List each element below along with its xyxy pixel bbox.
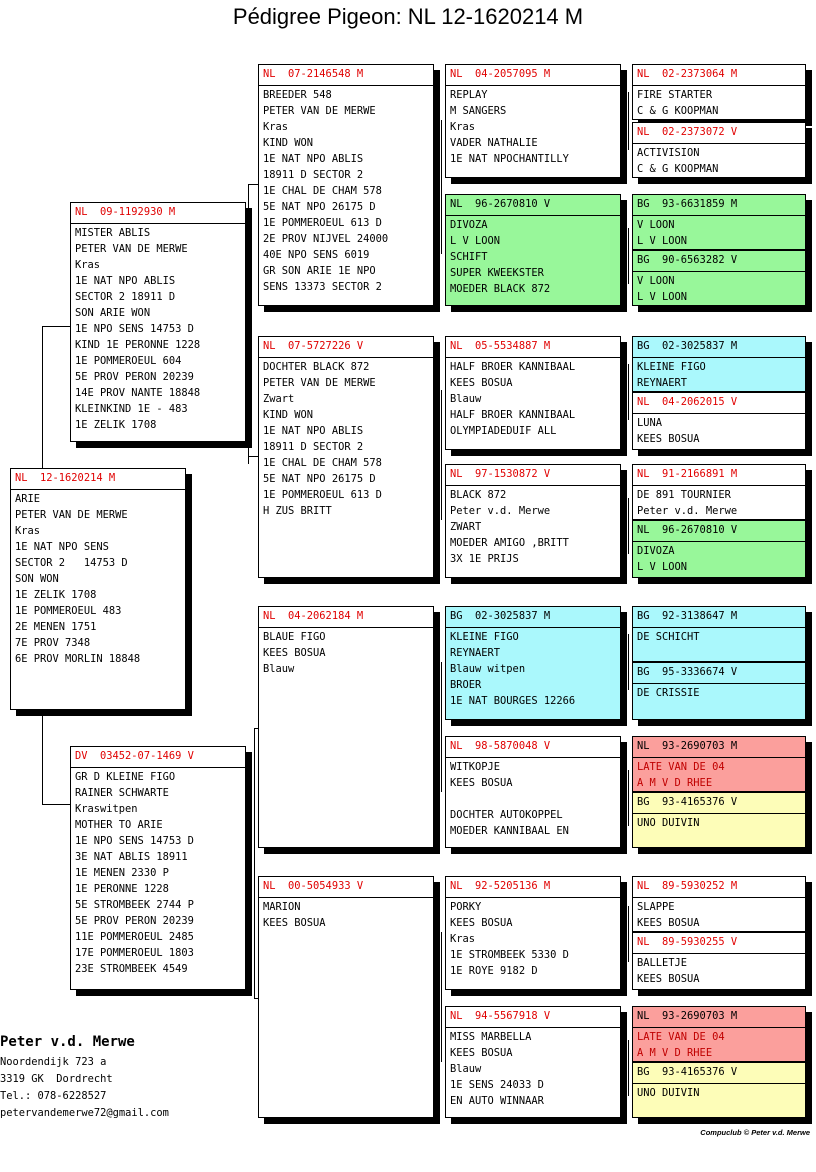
card-line: GR D KLEINE FIGO (75, 771, 176, 783)
card-line: SLAPPE (637, 901, 675, 913)
pigeon-card-ssd[interactable] (445, 194, 621, 306)
pigeon-card-g8[interactable] (632, 520, 806, 578)
owner-phone: Tel.: 078-6228527 (0, 1090, 107, 1102)
connector-line (42, 714, 43, 804)
card-line: SENS 13373 SECTOR 2 (263, 281, 382, 293)
pigeon-card-subject[interactable] (10, 468, 186, 710)
card-line: 5E PROV PERON 20239 (75, 915, 194, 927)
pigeon-card-g9[interactable] (632, 606, 806, 662)
pigeon-card-dd[interactable] (258, 876, 434, 1118)
card-line: SUPER KWEEKSTER (450, 267, 544, 279)
pigeon-card-ss[interactable] (258, 64, 434, 306)
card-line: 3X 1E PRIJS (450, 553, 519, 565)
card-line: DIVOZA (450, 219, 488, 231)
card-line: DOCHTER AUTOKOPPEL (450, 809, 563, 821)
card-line: BLACK 872 (450, 489, 507, 501)
card-line: 1E PERONNE 1228 (75, 883, 169, 895)
ring-number: NL 02-2373072 V (633, 123, 805, 144)
card-line: DE 891 TOURNIER (637, 489, 731, 501)
card-line: 14E PROV NANTE 18848 (75, 387, 201, 399)
card-line: 1E POMMEROEUL 613 D (263, 489, 382, 501)
pigeon-card-g11[interactable] (632, 736, 806, 792)
pigeon-card-g1[interactable] (632, 64, 806, 120)
ring-number: BG 95-3336674 V (633, 663, 805, 684)
connector-line (628, 770, 629, 826)
card-line: V LOON (637, 219, 675, 231)
card-line: 1E SENS 24033 D (450, 1079, 544, 1091)
card-line: SON ARIE WON (75, 307, 151, 319)
card-line: 1E NPO SENS 14753 D (75, 835, 194, 847)
card-line: Kras (450, 121, 476, 133)
card-line: OLYMPIADEDUIF ALL (450, 425, 557, 437)
ring-number: NL 96-2670810 V (446, 195, 620, 216)
card-line: 1E NAT NPO ABLIS (263, 425, 364, 437)
pigeon-card-dds[interactable] (445, 876, 621, 990)
card-line: KEES BOSUA (637, 973, 700, 985)
card-line: MOEDER KANNIBAAL EN (450, 825, 569, 837)
card-line: 5E NAT NPO 26175 D (263, 201, 376, 213)
card-line: 18911 D SECTOR 2 (263, 441, 364, 453)
owner-block (0, 1034, 169, 1124)
card-line: REPLAY (450, 89, 488, 101)
card-line: HALF BROER KANNIBAAL (450, 409, 576, 421)
connector-line (248, 184, 249, 464)
card-line: MARION (263, 901, 301, 913)
owner-name: Peter v.d. Merwe (0, 1034, 135, 1050)
connector-line (441, 662, 442, 792)
pigeon-card-ddd[interactable] (445, 1006, 621, 1118)
card-line: Blauw witpen (450, 663, 526, 675)
ring-number: BG 93-4165376 V (633, 1063, 805, 1084)
connector-line (441, 390, 442, 520)
ring-number: BG 90-6563282 V (633, 251, 805, 272)
pigeon-card-g16[interactable] (632, 1062, 806, 1118)
card-line: KEES BOSUA (263, 917, 326, 929)
pigeon-card-g2[interactable] (632, 122, 806, 178)
card-line: KLEINE FIGO (450, 631, 519, 643)
card-line: KEES BOSUA (263, 647, 326, 659)
card-line: REYNAERT (450, 647, 501, 659)
ring-number: NL 89-5930252 M (633, 877, 805, 898)
connector-line (628, 1040, 629, 1096)
card-line: Kras (75, 259, 101, 271)
ring-number: NL 04-2062184 M (259, 607, 433, 628)
ring-number: NL 07-2146548 M (259, 65, 433, 86)
ring-number: NL 04-2057095 M (446, 65, 620, 86)
connector-line (628, 364, 629, 420)
card-line: 1E NAT NPO ABLIS (75, 275, 176, 287)
card-line: SON WON (15, 573, 59, 585)
card-line: KIND WON (263, 409, 314, 421)
card-line: 5E PROV PERON 20239 (75, 371, 194, 383)
card-line: KIND WON (263, 137, 314, 149)
card-line: KEES BOSUA (450, 777, 513, 789)
card-line: H ZUS BRITT (263, 505, 332, 517)
card-line: Peter v.d. Merwe (637, 505, 738, 517)
card-line: DOCHTER BLACK 872 (263, 361, 370, 373)
pigeon-card-g4[interactable] (632, 250, 806, 306)
card-line: KLEINE FIGO (637, 361, 706, 373)
card-line: PETER VAN DE MERWE (15, 509, 128, 521)
card-line: KEES BOSUA (450, 917, 513, 929)
card-line: L V LOON (637, 235, 688, 247)
card-line: 1E NPO SENS 14753 D (75, 323, 194, 335)
card-line: PETER VAN DE MERWE (263, 105, 376, 117)
card-line: 2E PROV NIJVEL 24000 (263, 233, 389, 245)
card-line: PORKY (450, 901, 482, 913)
pigeon-card-sd[interactable] (258, 336, 434, 578)
card-line: VADER NATHALIE (450, 137, 538, 149)
connector-line (441, 932, 442, 1062)
card-line: Kras (263, 121, 289, 133)
owner-address: Noordendijk 723 a (0, 1056, 107, 1068)
card-line: 1E ROYE 9182 D (450, 965, 538, 977)
card-line: C & G KOOPMAN (637, 163, 719, 175)
ring-number: NL 12-1620214 M (11, 469, 185, 490)
ring-number: BG 02-3025837 M (633, 337, 805, 358)
card-line: KEES BOSUA (450, 377, 513, 389)
card-line: L V LOON (637, 291, 688, 303)
ring-number: NL 91-2166891 M (633, 465, 805, 486)
card-line: 40E NPO SENS 6019 (263, 249, 370, 261)
card-line: 6E PROV MORLIN 18848 (15, 653, 141, 665)
card-line: UNO DUIVIN (637, 817, 700, 829)
ring-number: NL 07-5727226 V (259, 337, 433, 358)
footer-credit: Compuclub © Peter v.d. Merwe (700, 1128, 810, 1137)
card-line: SECTOR 2 18911 D (75, 291, 176, 303)
pigeon-card-dam[interactable] (70, 746, 246, 990)
ring-number: BG 92-3138647 M (633, 607, 805, 628)
ring-number: BG 93-6631859 M (633, 195, 805, 216)
card-line: KEES BOSUA (637, 917, 700, 929)
connector-line (628, 92, 629, 150)
card-line: DE SCHICHT (637, 631, 700, 643)
card-line: 5E STROMBEEK 2744 P (75, 899, 194, 911)
card-line: L V LOON (637, 561, 688, 573)
card-line: 23E STROMBEEK 4549 (75, 963, 188, 975)
connector-line (42, 326, 43, 469)
ring-number: NL 05-5534887 M (446, 337, 620, 358)
connector-line (628, 498, 629, 554)
card-line: PETER VAN DE MERWE (263, 377, 376, 389)
connector-line (628, 228, 629, 284)
pigeon-card-g3[interactable] (632, 194, 806, 250)
card-line: 1E ZELIK 1708 (75, 419, 157, 431)
ring-number: NL 09-1192930 M (71, 203, 245, 224)
pigeon-card-g5[interactable] (632, 336, 806, 392)
connector-line (248, 456, 258, 457)
card-line: Zwart (263, 393, 295, 405)
pigeon-card-g14[interactable] (632, 932, 806, 990)
card-line: Blauw (450, 1063, 482, 1075)
card-line: GR SON ARIE 1E NPO (263, 265, 376, 277)
connector-line (441, 120, 442, 254)
ring-number: NL 02-2373064 M (633, 65, 805, 86)
card-line: DE CRISSIE (637, 687, 700, 699)
card-line: BALLETJE (637, 957, 688, 969)
card-line: HALF BROER KANNIBAAL (450, 361, 576, 373)
card-line: KIND 1E PERONNE 1228 (75, 339, 201, 351)
card-line: ARIE (15, 493, 41, 505)
pigeon-card-g10[interactable] (632, 662, 806, 720)
card-line: MISS MARBELLA (450, 1031, 532, 1043)
card-line: KLEINKIND 1E - 483 (75, 403, 188, 415)
card-line: WITKOPJE (450, 761, 501, 773)
card-line: 18911 D SECTOR 2 (263, 169, 364, 181)
card-line: 1E CHAL DE CHAM 578 (263, 185, 382, 197)
pigeon-card-g12[interactable] (632, 792, 806, 848)
card-line: SECTOR 2 14753 D (15, 557, 128, 569)
card-line: MISTER ABLIS (75, 227, 151, 239)
card-line: LUNA (637, 417, 663, 429)
card-line: V LOON (637, 275, 675, 287)
card-line: RAINER SCHWARTE (75, 787, 169, 799)
card-line: M SANGERS (450, 105, 507, 117)
card-line: 1E POMMEROEUL 604 (75, 355, 182, 367)
card-line: Blauw (450, 393, 482, 405)
pigeon-card-sds[interactable] (445, 336, 621, 450)
ring-number: NL 00-5054933 V (259, 877, 433, 898)
pigeon-card-sss[interactable] (445, 64, 621, 178)
ring-number: NL 96-2670810 V (633, 521, 805, 542)
card-line: REYNAERT (637, 377, 688, 389)
card-line: ZWART (450, 521, 482, 533)
card-line: 1E POMMEROEUL 613 D (263, 217, 382, 229)
ring-number: NL 98-5870048 V (446, 737, 620, 758)
card-line: SCHIFT (450, 251, 488, 263)
card-line: BREEDER 548 (263, 89, 332, 101)
card-line: 5E NAT NPO 26175 D (263, 473, 376, 485)
card-line: DIVOZA (637, 545, 675, 557)
connector-line (42, 326, 70, 327)
card-line: 3E NAT ABLIS 18911 (75, 851, 188, 863)
card-line: Kras (15, 525, 41, 537)
card-line: 17E POMMEROEUL 1803 (75, 947, 194, 959)
card-line: A M V D RHEE (637, 777, 713, 789)
card-line: Peter v.d. Merwe (450, 505, 551, 517)
card-line: 1E NAT NPOCHANTILLY (450, 153, 569, 165)
page-title: Pédigree Pigeon: NL 12-1620214 M (232, 4, 584, 29)
card-line: Blauw (263, 663, 295, 675)
card-line: 1E STROMBEEK 5330 D (450, 949, 569, 961)
pigeon-card-dsd[interactable] (445, 736, 621, 848)
pigeon-card-sdd[interactable] (445, 464, 621, 578)
card-line: MOTHER TO ARIE (75, 819, 163, 831)
card-line: PETER VAN DE MERWE (75, 243, 188, 255)
ring-number: NL 93-2690703 M (633, 737, 805, 758)
pigeon-card-sire[interactable] (70, 202, 246, 442)
card-line: 1E CHAL DE CHAM 578 (263, 457, 382, 469)
connector-line (42, 804, 70, 805)
card-line: 11E POMMEROEUL 2485 (75, 931, 194, 943)
pigeon-card-dss[interactable] (445, 606, 621, 720)
card-line: 1E MENEN 2330 P (75, 867, 169, 879)
ring-number: NL 93-2690703 M (633, 1007, 805, 1028)
connector-line (628, 634, 629, 690)
card-line: 7E PROV 7348 (15, 637, 91, 649)
ring-number: BG 93-4165376 V (633, 793, 805, 814)
card-line: BROER (450, 679, 482, 691)
ring-number: DV 03452-07-1469 V (71, 747, 245, 768)
connector-line (254, 728, 255, 998)
card-line: C & G KOOPMAN (637, 105, 719, 117)
connector-line (628, 906, 629, 962)
card-line: LATE VAN DE 04 (637, 1031, 725, 1043)
card-line: FIRE STARTER (637, 89, 713, 101)
pigeon-card-g7[interactable] (632, 464, 806, 520)
ring-number: NL 92-5205136 M (446, 877, 620, 898)
card-line: LATE VAN DE 04 (637, 761, 725, 773)
pigeon-card-g15[interactable] (632, 1006, 806, 1062)
ring-number: BG 02-3025837 M (446, 607, 620, 628)
card-line: 1E NAT NPO ABLIS (263, 153, 364, 165)
card-line: 2E MENEN 1751 (15, 621, 97, 633)
card-line: 1E ZELIK 1708 (15, 589, 97, 601)
card-line: 1E NAT BOURGES 12266 (450, 695, 576, 707)
pigeon-card-ds[interactable] (258, 606, 434, 848)
pigeon-card-g13[interactable] (632, 876, 806, 932)
card-line: KEES BOSUA (637, 433, 700, 445)
card-line: L V LOON (450, 235, 501, 247)
owner-city: 3319 GK Dordrecht (0, 1073, 113, 1085)
card-line: BLAUE FIGO (263, 631, 326, 643)
card-line: KEES BOSUA (450, 1047, 513, 1059)
card-line: UNO DUIVIN (637, 1087, 700, 1099)
card-line: Kras (450, 933, 476, 945)
ring-number: NL 04-2062015 V (633, 393, 805, 414)
ring-number: NL 89-5930255 V (633, 933, 805, 954)
connector-line (248, 184, 258, 185)
ring-number: NL 94-5567918 V (446, 1007, 620, 1028)
ring-number: NL 97-1530872 V (446, 465, 620, 486)
card-line: ACTIVISION (637, 147, 700, 159)
card-line: MOEDER AMIGO ,BRITT (450, 537, 569, 549)
pigeon-card-g6[interactable] (632, 392, 806, 450)
card-line: Kraswitpen (75, 803, 138, 815)
card-line: 1E POMMEROEUL 483 (15, 605, 122, 617)
owner-email[interactable]: petervandemerwe72@gmail.com (0, 1107, 169, 1119)
card-line: EN AUTO WINNAAR (450, 1095, 544, 1107)
card-line (450, 791, 616, 807)
card-line: MOEDER BLACK 872 (450, 283, 551, 295)
card-line: 1E NAT NPO SENS (15, 541, 109, 553)
card-line: A M V D RHEE (637, 1047, 713, 1059)
